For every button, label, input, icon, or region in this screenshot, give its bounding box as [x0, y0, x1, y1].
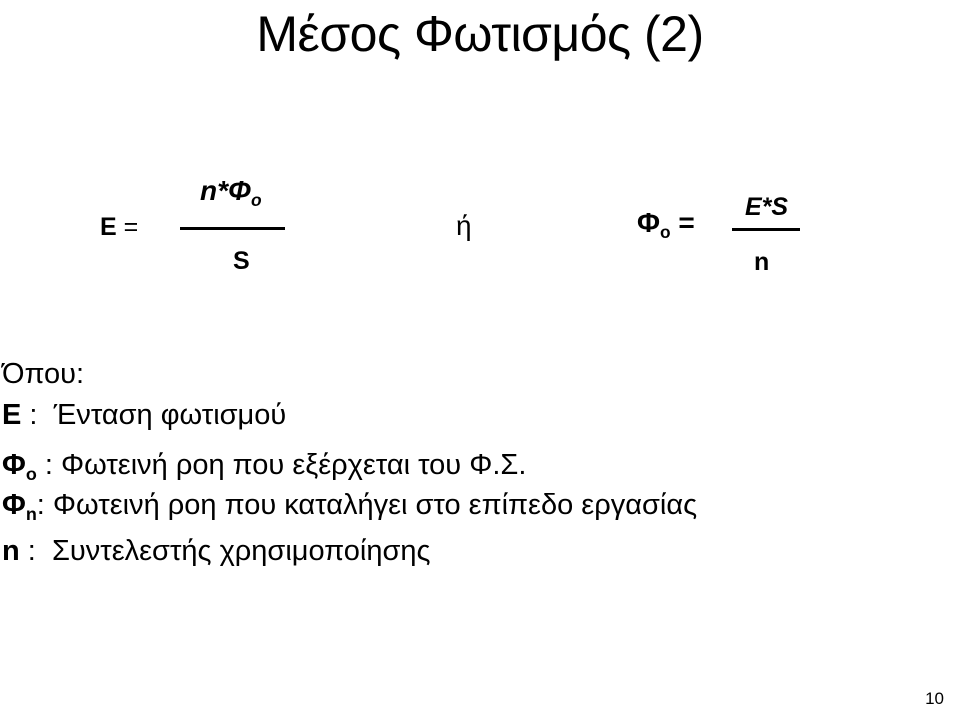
legend-separator: :	[36, 489, 45, 521]
formula-1-equals: =	[123, 213, 139, 241]
formula-2-equals: =	[678, 207, 695, 238]
formula-2-lhs-sub: o	[659, 221, 671, 242]
formula-2-fraction-bar	[732, 228, 800, 231]
formula-1-numerator-sub: o	[251, 189, 262, 210]
formula-1-fraction-bar	[180, 227, 285, 230]
formula-1-numerator	[200, 175, 262, 210]
legend-description: Φωτεινή ροη που εξέρχεται του Φ.Σ.	[52, 449, 527, 481]
legend-heading: Όπου:	[2, 358, 85, 390]
formula-2-lhs-main: Φ	[637, 207, 660, 238]
legend-symbol: Φn	[2, 489, 37, 524]
legend-description: Ένταση φωτισμού	[37, 399, 287, 431]
legend-row-e	[2, 397, 286, 433]
page-number: 10	[925, 689, 944, 708]
formula-1-denominator: S	[233, 247, 250, 275]
legend-row-phi-o	[2, 447, 526, 486]
legend-separator: :	[21, 399, 38, 431]
connector-or: ή	[456, 210, 472, 241]
legend-separator: :	[36, 449, 53, 481]
legend-symbol: E	[2, 399, 22, 431]
legend-separator: :	[19, 535, 36, 567]
slide-title: Μέσος Φωτισμός (2)	[256, 6, 704, 62]
legend-symbol: Φo	[2, 449, 37, 484]
formula-2-numerator: E*S	[745, 193, 789, 221]
formula-1-lhs	[100, 213, 138, 242]
legend-symbol: n	[2, 535, 20, 567]
legend-description: Συντελεστής χρησιμοποίησης	[35, 535, 431, 567]
legend-description: Φωτεινή ροη που καταλήγει στο επίπεδο εργασίας	[44, 489, 698, 521]
legend-row-n	[2, 533, 431, 569]
formula-2-lhs	[637, 207, 695, 242]
formula-2-denominator: n	[754, 248, 770, 276]
formula-1-numerator-main: n*Φ	[200, 175, 252, 206]
legend-row-phi-n	[2, 487, 697, 526]
formula-1-lhs-symbol: E	[100, 213, 117, 241]
